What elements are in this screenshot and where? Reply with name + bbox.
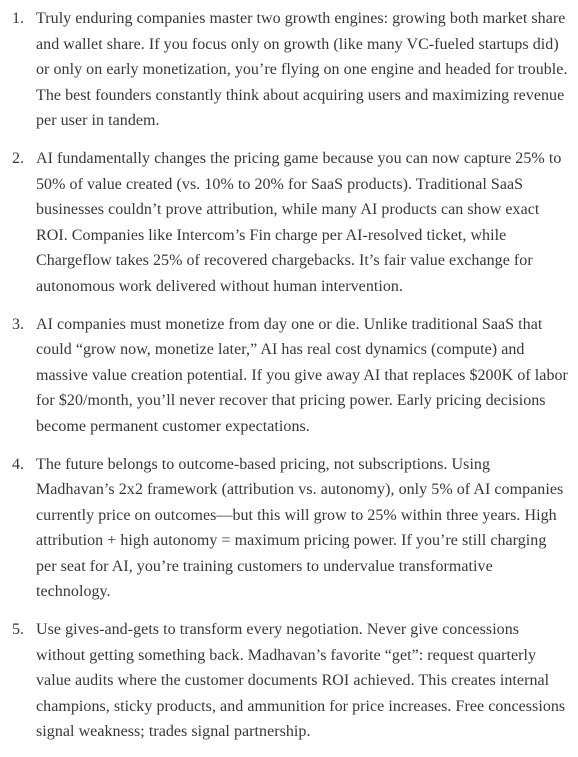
- list-item-text: Use gives-and-gets to transform every negotiation. Never give concessions without getting something back. Madhavan’s favorite “get”: request quarterly value audits where the customer documents ROI achieved. This creates internal champions, sticky products, and ammunition for price increases. Free concessions signal weakness; trades signal partnership.: [36, 621, 566, 741]
- list-item-number: 3.: [12, 315, 25, 333]
- list-item-text: The future belongs to outcome-based pricing, not subscriptions. Using Madhavan’s 2x2 framework (attribution vs. autonomy), only 5% of AI companies currently price on outcomes—but this will grow to 25% within three years. High attribution + high autonomy = maximum pricing power. If you’re still charging per seat for AI, you’re training customers to undervalue transformative technology.: [36, 455, 564, 601]
- list-item: [0, 312, 578, 440]
- list-item: [0, 617, 578, 745]
- numbered-list: [0, 6, 578, 745]
- list-item-number: 5.: [12, 621, 25, 639]
- list-item: [0, 452, 578, 606]
- list-item-number: 1.: [12, 10, 25, 27]
- list-item-text: AI companies must monetize from day one or die. Unlike traditional SaaS that could “grow now, monetize later,” AI has real cost dynamics (compute) and massive value creation potential. If you give away AI that replaces $200K of labor for $20/month, you’ll never recover that pricing power. Early pricing decisions become permanent customer expectations.: [36, 315, 568, 435]
- list-item: [0, 146, 578, 300]
- list-item-number: 4.: [12, 455, 25, 473]
- list-item-text: AI fundamentally changes the pricing game because you can now capture 25% to 50% of value created (vs. 10% to 20% for SaaS products). Traditional SaaS businesses couldn’t prove attribution, while many AI products can show exact ROI. Companies like Intercom’s Fin charge per AI-resolved ticket, while Chargeflow takes 25% of recovered chargebacks. It’s fair value exchange for autonomous work delivered without human intervention.: [36, 149, 562, 295]
- list-item-number: 2.: [12, 149, 25, 167]
- list-item-text: Truly enduring companies master two growth engines: growing both market share and wallet share. If you focus only on growth (like many VC-fueled startups did) or only on early monetization, you’re flying on one engine and headed for trouble. The best founders constantly think about acquiring users and maximizing revenue per user in tandem.: [36, 10, 568, 130]
- list-item: [0, 6, 578, 134]
